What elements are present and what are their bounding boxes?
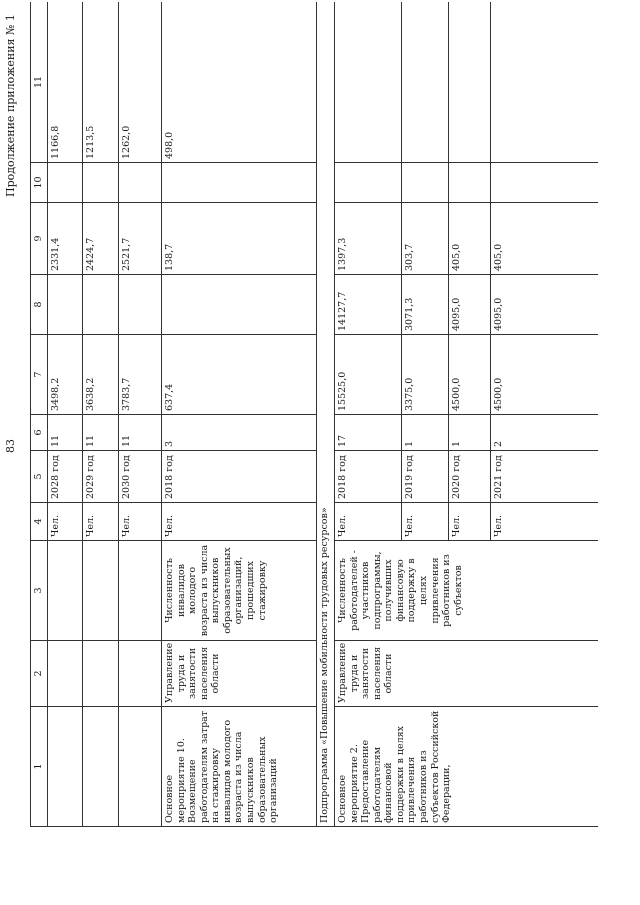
year-cell: 2020 год (449, 451, 491, 503)
value-cell (48, 163, 83, 203)
unit-cell: Чел. (491, 503, 599, 541)
table-row-measure-2 (335, 2, 402, 827)
value-cell: 14127,7 (335, 275, 402, 335)
measure-name-cell: Основное мероприятие 2. Предоставление работодателям финансовой поддержки в целях привлечения работников из субъектов Российской Федерации, (335, 707, 599, 827)
table-row (119, 2, 162, 827)
value-cell (83, 275, 119, 335)
col-num: 4 (31, 503, 48, 541)
value-cell: 3 (162, 415, 317, 451)
value-cell (491, 163, 599, 203)
unit-cell: Чел. (162, 503, 317, 541)
value-cell: 11 (119, 415, 162, 451)
unit-cell: Чел. (119, 503, 162, 541)
value-cell: 3375,0 (402, 335, 449, 415)
value-cell: 11 (83, 415, 119, 451)
col-num: 3 (31, 541, 48, 641)
indicator-cell: Численность работодателей - участников подпрограммы, получивших финансовую поддержку в целях привлечения работников из субъектов (335, 541, 599, 641)
year-cell: 2018 год (335, 451, 402, 503)
value-cell: 498,0 (162, 2, 317, 163)
value-cell (335, 2, 402, 163)
value-cell: 3071,3 (402, 275, 449, 335)
value-cell: 405,0 (449, 203, 491, 275)
col-num: 7 (31, 335, 48, 415)
value-cell: 138,7 (162, 203, 317, 275)
empty-cell (83, 541, 119, 641)
value-cell: 637,4 (162, 335, 317, 415)
value-cell: 1213,5 (83, 2, 119, 163)
col-num: 8 (31, 275, 48, 335)
empty-cell (48, 541, 83, 641)
unit-cell: Чел. (83, 503, 119, 541)
responsible-cell: Управление труда и занятости населения области (162, 641, 317, 707)
value-cell: 4095,0 (449, 275, 491, 335)
year-cell: 2029 год (83, 451, 119, 503)
value-cell: 405,0 (491, 203, 599, 275)
empty-cell (119, 707, 162, 827)
col-num: 9 (31, 203, 48, 275)
value-cell: 17 (335, 415, 402, 451)
column-number-row (31, 2, 48, 827)
empty-cell (83, 641, 119, 707)
year-cell: 2021 год (491, 451, 599, 503)
value-cell: 1 (402, 415, 449, 451)
continuation-header: Продолжение приложения № 1 (4, 14, 17, 197)
appendix-table-wrapper (30, 2, 598, 827)
year-cell: 2018 год (162, 451, 317, 503)
value-cell: 1166,8 (48, 2, 83, 163)
value-cell (449, 2, 491, 163)
col-num: 11 (31, 2, 48, 163)
empty-cell (48, 641, 83, 707)
page-number: 83 (4, 439, 17, 453)
value-cell: 2521,7 (119, 203, 162, 275)
table-row (48, 2, 83, 827)
year-cell: 2019 год (402, 451, 449, 503)
col-num: 6 (31, 415, 48, 451)
empty-cell (83, 707, 119, 827)
value-cell: 2331,4 (48, 203, 83, 275)
empty-cell (48, 707, 83, 827)
value-cell: 4500,0 (449, 335, 491, 415)
year-cell: 2030 год (119, 451, 162, 503)
table-row (83, 2, 119, 827)
appendix-table (30, 2, 598, 827)
subprogram-row (317, 2, 335, 827)
value-cell (491, 2, 599, 163)
col-num: 5 (31, 451, 48, 503)
year-cell: 2028 год (48, 451, 83, 503)
value-cell (119, 275, 162, 335)
value-cell (162, 163, 317, 203)
unit-cell: Чел. (335, 503, 402, 541)
value-cell (162, 275, 317, 335)
value-cell: 1397,3 (335, 203, 402, 275)
value-cell: 3783,7 (119, 335, 162, 415)
table-row-measure-10 (162, 2, 317, 827)
unit-cell: Чел. (449, 503, 491, 541)
empty-cell (119, 641, 162, 707)
unit-cell: Чел. (48, 503, 83, 541)
unit-cell: Чел. (402, 503, 449, 541)
empty-cell (119, 541, 162, 641)
value-cell (449, 163, 491, 203)
value-cell: 11 (48, 415, 83, 451)
value-cell: 15525,0 (335, 335, 402, 415)
col-num: 10 (31, 163, 48, 203)
value-cell: 4500,0 (491, 335, 599, 415)
value-cell (83, 163, 119, 203)
value-cell (402, 2, 449, 163)
value-cell: 1262,0 (119, 2, 162, 163)
value-cell: 3498,2 (48, 335, 83, 415)
value-cell: 1 (449, 415, 491, 451)
value-cell: 4095,0 (491, 275, 599, 335)
value-cell: 3638,2 (83, 335, 119, 415)
value-cell: 303,7 (402, 203, 449, 275)
col-num: 2 (31, 641, 48, 707)
responsible-cell: Управление труда и занятости населения области (335, 641, 599, 707)
value-cell: 2424,7 (83, 203, 119, 275)
measure-name-cell: Основное мероприятие 10. Возмещение работодателям затрат на стажировку инвалидов молодого возраста из числа выпускников образовательных организаций (162, 707, 317, 827)
value-cell (48, 275, 83, 335)
subprogram-title: Подпрограмма «Повышение мобильности трудовых ресурсов» (317, 2, 335, 827)
value-cell (119, 163, 162, 203)
value-cell (402, 163, 449, 203)
value-cell (335, 163, 402, 203)
value-cell: 2 (491, 415, 599, 451)
indicator-cell: Численность инвалидов молодого возраста из числа выпускников образовательных организаций, прошедших стажировку (162, 541, 317, 641)
col-num: 1 (31, 707, 48, 827)
